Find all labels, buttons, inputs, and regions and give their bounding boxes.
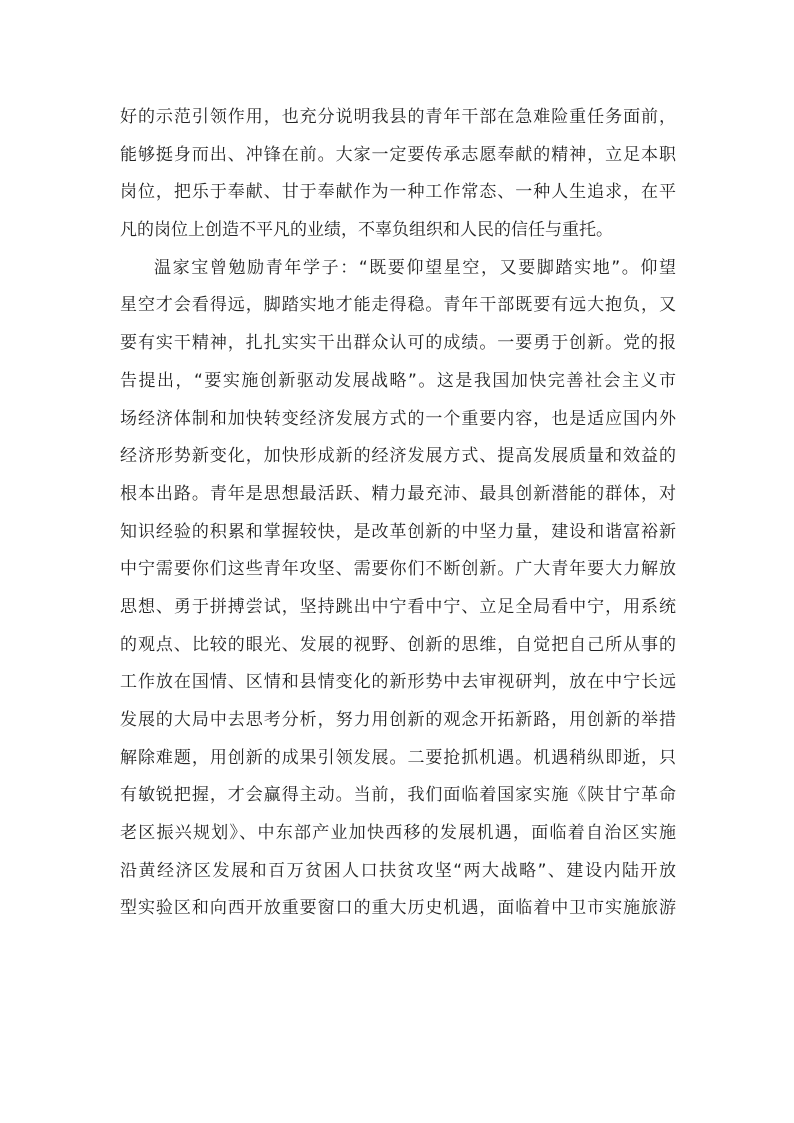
text-line: 告提出，“要实施创新驱动发展战略”。这是我国加快完善社会主义市 xyxy=(120,370,676,391)
text-line: 沿黄经济区发展和百万贫困人口扶贫攻坚“两大战略”、建设内陆开放 xyxy=(120,860,676,881)
text-line: 思想、勇于拼搏尝试，坚持跳出中宁看中宁、立足全局看中宁，用系统 xyxy=(120,596,676,617)
text-line: 星空才会看得远，脚踏实地才能走得稳。青年干部既要有远大抱负，又 xyxy=(120,295,676,316)
text-line: 凡的岗位上创造不平凡的业绩，不辜负组织和人民的信任与重托。 xyxy=(120,220,613,241)
text-line: 能够挺身而出、冲锋在前。大家一定要传承志愿奉献的精神，立足本职 xyxy=(120,144,676,165)
paragraph-start-line: 温家宝曾勉励青年学子：“既要仰望星空，又要脚踏实地”。仰望 xyxy=(154,257,676,278)
text-line: 型实验区和向西开放重要窗口的重大历史机遇，面临着中卫市实施旅游 xyxy=(120,898,676,919)
text-line: 要有实干精神，扎扎实实干出群众认可的成绩。一要勇于创新。党的报 xyxy=(120,333,676,354)
text-line: 场经济体制和加快转变经济发展方式的一个重要内容，也是适应国内外 xyxy=(120,408,676,429)
text-line: 的观点、比较的眼光、发展的视野、创新的思维，自觉把自己所从事的 xyxy=(120,634,676,655)
text-line: 发展的大局中去思考分析，努力用创新的观念开拓新路，用创新的举措 xyxy=(120,710,676,730)
text-line: 有敏锐把握，才会赢得主动。当前，我们面临着国家实施《陕甘宁革命 xyxy=(120,785,676,806)
body-text xyxy=(120,99,676,928)
text-line: 工作放在国情、区情和县情变化的新形势中去审视研判，放在中宁长远 xyxy=(120,672,676,693)
text-line: 岗位，把乐于奉献、甘于奉献作为一种工作常态、一种人生追求，在平 xyxy=(120,182,676,203)
text-line: 老区振兴规划》、中东部产业加快西移的发展机遇，面临着自治区实施 xyxy=(120,823,676,844)
text-line: 根本出路。青年是思想最活跃、精力最充沛、最具创新潜能的群体，对 xyxy=(120,483,676,504)
text-line: 经济形势新变化，加快形成新的经济发展方式、提高发展质量和效益的 xyxy=(120,446,676,467)
text-line: 好的示范引领作用，也充分说明我县的青年干部在急难险重任务面前， xyxy=(120,107,676,127)
text-line: 知识经验的积累和掌握较快，是改革创新的中坚力量，建设和谐富裕新 xyxy=(120,521,676,542)
text-line: 中宁需要你们这些青年攻坚、需要你们不断创新。广大青年要大力解放 xyxy=(120,559,676,580)
text-line: 解除难题，用创新的成果引领发展。二要抢抓机遇。机遇稍纵即逝，只 xyxy=(120,747,676,768)
